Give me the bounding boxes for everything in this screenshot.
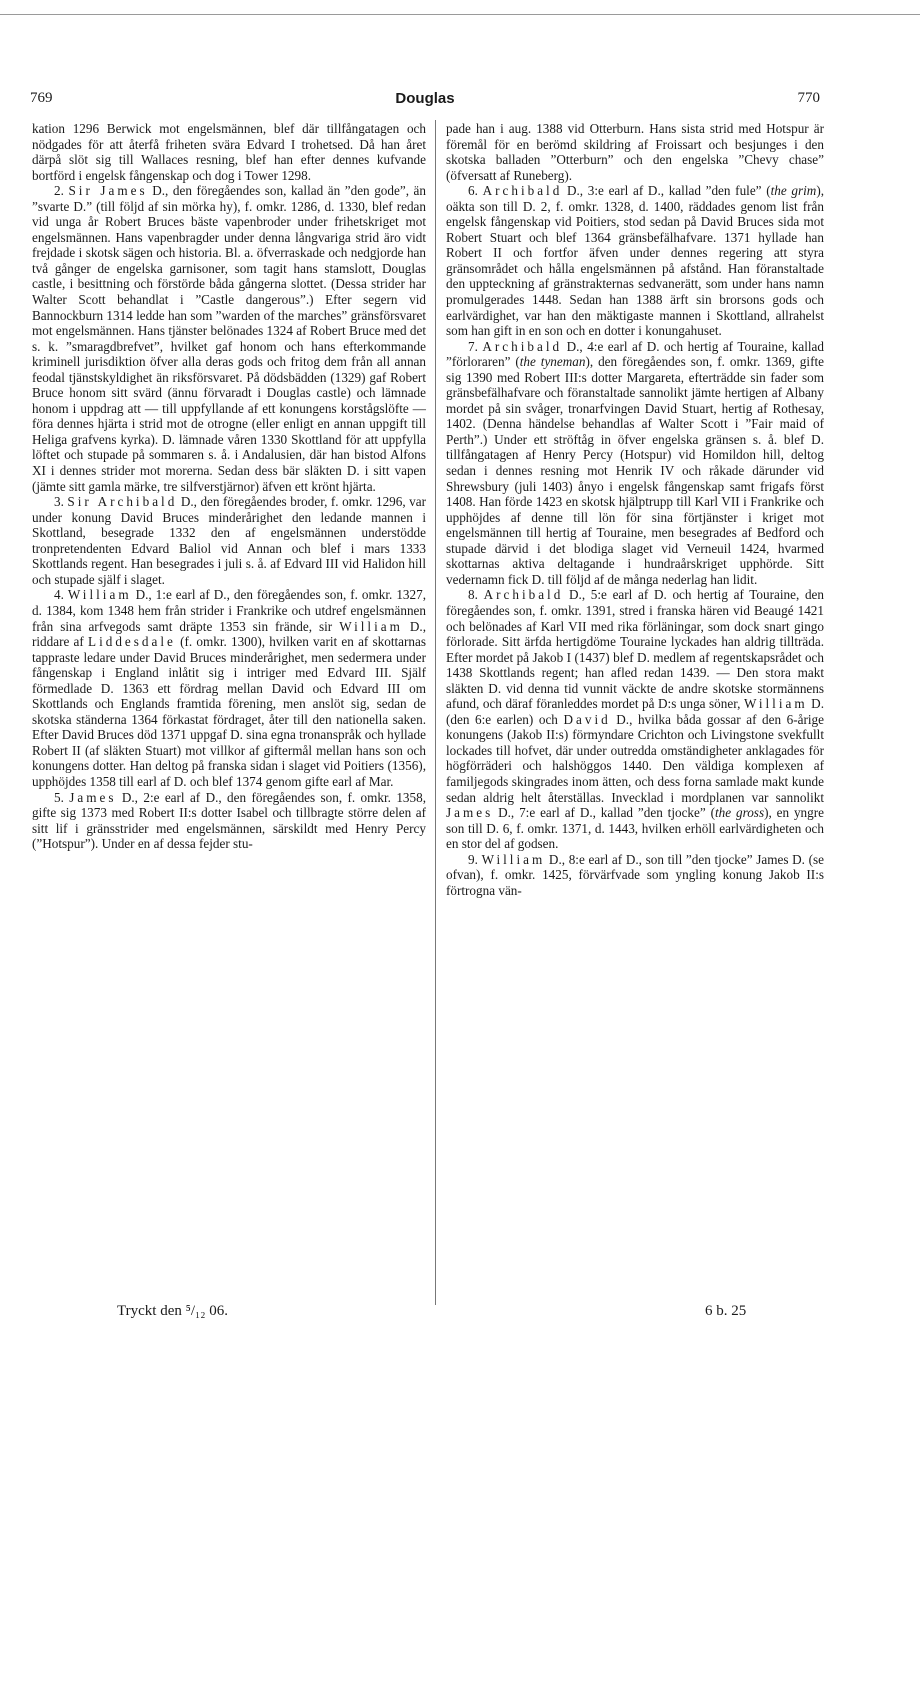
spaced-name: William [481, 851, 546, 867]
text-run: pade han i aug. 1388 vid Otterburn. Hans sista strid med Hotspur är föremål för en berömd skildring af Froissart och besjunges i den skotska balladen ”Otterburn” och den engelska ”Chevy chase” (öfversatt af Runeberg). [446, 121, 824, 183]
spaced-name: Liddesdale [88, 634, 176, 650]
text-run: D., den föregåendes son, kallad än ”den gode”, än ”svarte D.” (till följd af sin mörka hy), f. omkr. 1286, d. 1330, blef redan vid unga år Robert Bruces bäste vapenbroder under frihetskriget mot engelsmännen. Hans vapenbragder under denna långvariga strid äro vidt frejdade i skotsk sägen och historia. Bl. a. öfverraskade och nedgjorde han två gånger de engelska garnisoner, som tagit hans stamslott, Douglas castle, i besittning och förstörde båda gångerna slottet. (Dessa strider har Walter Scott behandlat i ”Castle dangerous”.) Efter segern vid Bannockburn 1314 ledde han som ”warden of the marches” gränsförsvaret mot engelsmännen. Hans tjänster belönades 1324 af Robert Bruce med det s. k. ”smaragdbrefvet”, hvilket gaf honom och hans efterkommande kriminell jurisdiktion öfver alla deras gods och fritog dem från all annan feodal tjänstskyldighet än riksförsvaret. På dödsbädden (1329) gaf Robert Bruce honom sitt svärd (ännu förvaradt i Douglas castle) och lämnade honom i uppdrag att — till uppfyllande af ett konungens korstågslöfte — föra dennes hjärta i strid mot de otrogne (eller enligt en annan uppgift till Heliga grafvens kyrka). D. lämnade våren 1330 Skottland för att uppfylla löftet och stupade på sommaren s. å. i Andalusien, där han bistod Alfons XI i dennes strider mot morerna. Sedan dess bär släkten D. i sitt vapen (jämte sitt gamla märke, tre silfverstjärnor) äfven ett krönt hjärta. [32, 183, 427, 494]
text-run: D., 7:e earl af D., kallad ”den tjocke” ( [493, 805, 715, 821]
text-run: 6. [468, 183, 483, 199]
spaced-name: James [446, 805, 494, 821]
column-divider [435, 120, 436, 1305]
paragraph [446, 339, 824, 588]
text-run: ), oäkta son till D. 2, f. omkr. 1328, d. 1400, räddades genom list från engelsk fångenskap vid Poitiers, stod sedan på David Bruces sida mot Robert Stuart och blef 1364 gränsbefälhafvare. 1371 hyllade han Robert II och fortfor äfven under dennes regering att styra gränsområdet och hålla engelsmännen på afstånd. Han föranstaltade den uppteckning af gränstrakternas sedvanerätt, som under hans namn promulgerades 1448. Sedan han 1388 ärft sin brorsons gods och earlvärdighet, var han den mäktigaste mannen i Skottland, allrahelst som han gift in en son och en dotter i konungahuset. [446, 183, 825, 339]
text-run: D., riddare af [32, 618, 426, 650]
spaced-name: Archibald [483, 587, 564, 603]
page-footer [0, 1303, 920, 1325]
text-run: D., 8:e earl af D., son till ”den tjocke” James D. (se ofvan), f. omkr. 1425, förvärfvade som yngling konung Jakob II:s förtrogna vän- [446, 851, 824, 898]
spaced-name: Sir Archibald [67, 494, 178, 510]
italic-term: the tyneman [519, 354, 586, 370]
spaced-name: Sir James [68, 183, 148, 199]
text-run: 5. [54, 789, 70, 805]
spaced-name: Archibald [482, 338, 563, 354]
text-run: 8. [468, 587, 484, 603]
paragraph [32, 121, 426, 183]
left-column [32, 121, 426, 1691]
top-rule [0, 14, 920, 15]
text-run: D., den föregåendes broder, f. omkr. 1296, var under konung David Bruces minderårighet den ledande mannen i Skottland, besegrade 1332 den af engelsmännen understödde tronpretendenten Edvard Baliol vid Annan och blef i mars 1333 Skottlands regent. Han besegrades i juli s. å. af Edvard III vid Halidon hill och stupade själf i slaget. [32, 494, 427, 587]
text-run: ), den föregåendes son, f. omkr. 1369, gifte sig 1390 med Robert III:s dotter Margareta, efterträdde sin fader som gränsbefälhafvare och föranstaltade sannolikt jämte hertigen af Albany mordet på sin svåger, tronarfvingen David Stuart, hertig af Rothesay, 1402. (Denna händelse behandlas af Walter Scott i ”Fair maid of Perth”.) Under ett ströftåg in öfver engelska gränsen s. å. blef D. tillfångatagen af Henry Percy (Hotspur) vid Homildon hill, deltog sedan i dennes resning mot Henrik IV och råkade därunder vid Shrewsbury (juli 1403) ånyo i engelsk fångenskap samt frigafs först 1408. Han förde 1423 en skotsk hjälptrupp till Karl VII i Frankrike och upphöjdes af denne till lön för sina förtjänster i kriget mot engelsmännen till hertig af Touraine, men besegrades af Bedford och stupade därvid i det blodiga slaget vid Verneuil 1424, hvarmed skottarnas aktiva deltagande i hundraårskriget upphörde. Sitt vedernamn fick D. till följd af de många nederlag han lidit. [446, 354, 824, 587]
text-run: 3. [54, 494, 68, 510]
paragraph [446, 852, 824, 899]
text-run: ), en yngre son till D. 6, f. omkr. 1371, d. 1443, hvilken erhöll earlvärdigheten och en stor del af godsen. [446, 805, 824, 852]
text-run: 9. [468, 851, 482, 867]
paragraph [32, 183, 426, 494]
spaced-name: James [69, 789, 117, 805]
italic-term: the grim [770, 183, 817, 199]
italic-term: the gross [715, 805, 765, 821]
page-number-right: 770 [797, 90, 820, 106]
text-run: D. (den 6:e earlen) och [446, 696, 824, 727]
text-run: D., 1:e earl af D., den föregåendes son, f. omkr. 1327, d. 1384, kom 1348 hem från strider i Frankrike och utdref engelsmännen från sina arfvegods samt dräpte 1353 sin frände, sir [32, 587, 426, 634]
spaced-name: William [339, 618, 403, 634]
spaced-name: William [67, 587, 132, 603]
text-run: D., hvilka båda gossar af den 6-årige konungens (Jakob II:s) förmyndare Crichton och Livingstone svekfullt lockades till hofvet, där under outredda omständigheter anklagades för högförräderi och halshöggos 1440. Den väldiga komplexen af familjegods skingrades inom ätten, och dess forna samlade makt kunde sedan aldrig helt återställas. Invecklad i mordplanen var sannolikt [446, 711, 824, 805]
text-run: D., 2:e earl af D., den föregåendes son, f. omkr. 1358, gifte sig 1373 med Robert II:s dotter Isabel och tillbragte större delen af sitt lif i gränsstrider med engelsmännen, särskildt med Henry Percy (”Hotspur”). Under en af dessa fejder stu- [32, 789, 427, 852]
print-date: Tryckt den ⁵/₁₂ 06. [117, 1303, 228, 1319]
text-run: 7. [468, 338, 483, 354]
paragraph [32, 587, 426, 789]
paragraph [446, 121, 824, 183]
spaced-name: William [743, 696, 808, 712]
spaced-name: Archibald [482, 183, 563, 199]
right-column [446, 121, 824, 1691]
running-header [30, 90, 820, 112]
paragraph [446, 183, 824, 338]
page-number-left: 769 [30, 90, 53, 106]
text-run: 2. [54, 183, 69, 199]
paragraph [446, 587, 824, 851]
paragraph [32, 494, 426, 587]
page-title: Douglas [395, 90, 455, 107]
text-run: D., 3:e earl af D., kallad ”den fule” ( [562, 183, 771, 199]
text-run: D., 5:e earl af D. och hertig af Touraine, den föregåendes son, f. omkr. 1391, stred i franska hären vid Beaugé 1421 och belönades af Karl VII med rika förläningar, som dock snart gingo förlorade. Sitt ärfda hertigdöme Touraine lyckades han aldrig tillträda. Efter mordet på Jakob I (1437) blef D. medlem af regentskapsrådet och 1438 Skottlands regent; han afled redan 1439. — Den stora makt släkten D. vid denna tid vunnit väckte de andre skotske stormännens afund, och däraf föranleddes mordet på D:s unga söner, [446, 587, 824, 712]
text-run: D., 4:e earl af D. och hertig af Touraine, kallad ”förloraren” ( [446, 338, 824, 370]
text-run: (f. omkr. 1300), hvilken varit en af skottarnas tappraste ledare under David Bruces minderårighet, men sedermera under fångenskap i England inlåtit sig i intriger med Edvard III. Själf förmedlade D. 1363 ett fördrag mellan David och Edvard III om Skottlands och Englands framtida förening, men anslöt sig, sedan de skotska ständerna 1364 förkastat fördraget, åter till den nationella saken. Efter David Bruces död 1371 uppgaf D. sina egna tronanspråk och hyllade Robert II (af släkten Stuart) mot villkor af giftermål mellan hans son och konungens dotter. Han deltog på franska sidan i slaget vid Poitiers (1356), upphöjdes 1358 till earl af D. och blef 1374 genom gifte earl af Mar. [32, 634, 426, 789]
spaced-name: David [563, 711, 611, 727]
text-run: kation 1296 Berwick mot engelsmännen, blef där tillfångatagen och nödgades för att återfå friheten svära Edvard I trohetsed. Då han året därpå slöt sig till Wallaces resning, blef han efter dennes kufvande bortförd i engelsk fångenskap och dog i Tower 1298. [32, 121, 426, 183]
text-run: 4. [54, 587, 68, 603]
paragraph [32, 790, 426, 852]
signature-mark: 6 b. 25 [705, 1303, 747, 1319]
